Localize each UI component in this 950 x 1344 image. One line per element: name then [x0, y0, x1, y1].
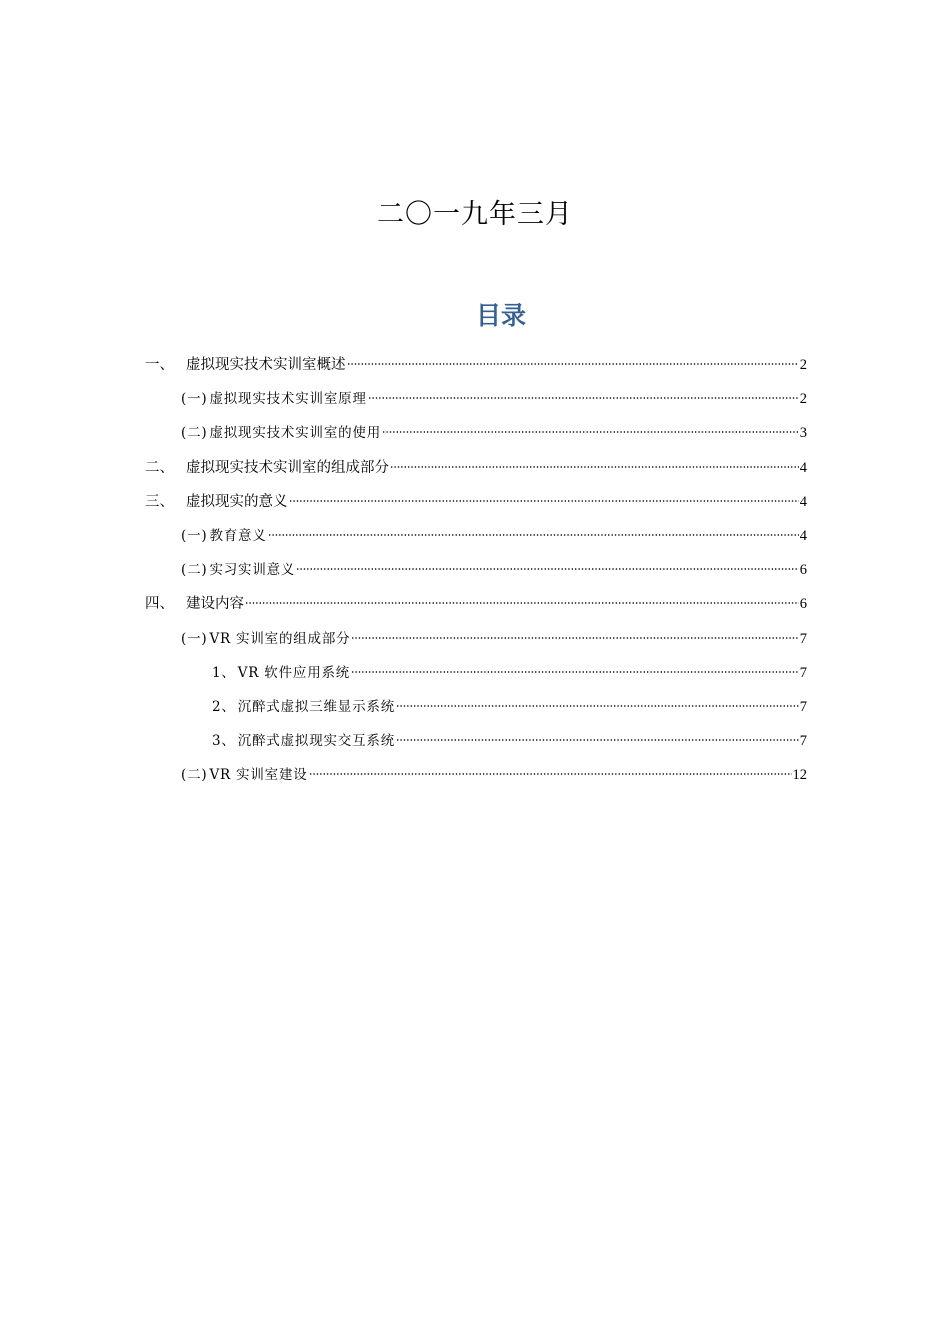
toc-entry-title: 建设内容 [186, 596, 244, 613]
toc-dot-leader [351, 637, 798, 639]
toc-entry-title: 虚拟现实技术实训室的组成部分 [186, 459, 389, 476]
toc-entry[interactable] [145, 658, 807, 692]
toc-entry[interactable] [145, 521, 807, 555]
toc-dot-leader [309, 773, 792, 775]
toc-entry-page: 4 [799, 527, 807, 544]
toc-entry-page: 2 [799, 357, 807, 373]
toc-dot-leader [396, 739, 799, 741]
toc-entry-number: 四、 [145, 596, 174, 613]
toc-entry[interactable] [145, 418, 807, 452]
toc-entry[interactable] [145, 726, 807, 760]
toc-entry[interactable] [145, 453, 807, 487]
toc-entry-title: 虚拟现实的意义 [186, 493, 288, 510]
toc-entry-title: 沉醉式虚拟现实交互系统 [237, 733, 396, 750]
toc-entry-page: 6 [799, 562, 807, 579]
toc-entry-title: 虚拟现实技术实训室原理 [209, 391, 367, 408]
toc-entry[interactable] [145, 555, 807, 589]
toc-entry-title: VR 软件应用系统 [237, 664, 351, 681]
toc-entry-title: VR 实训室的组成部分 [209, 630, 351, 647]
toc-entry-number: (二) [181, 562, 208, 579]
toc-dot-leader [347, 363, 799, 365]
toc-entry-title: 实习实训意义 [209, 562, 296, 579]
toc-entry-number: (一) [181, 527, 208, 544]
toc-entry[interactable] [145, 692, 807, 726]
toc-entry-page: 4 [799, 459, 807, 476]
toc-dot-leader [296, 568, 799, 570]
toc-entry-number: (二) [181, 767, 208, 784]
toc-entry-page: 6 [799, 596, 807, 613]
toc-dot-leader [268, 534, 799, 536]
toc-entry-page: 7 [799, 698, 807, 715]
toc-entry-page: 12 [792, 767, 807, 784]
toc-dot-leader [289, 500, 799, 502]
toc-entry-page: 4 [799, 493, 807, 510]
toc-entry[interactable] [145, 589, 807, 623]
toc-entry[interactable] [145, 624, 807, 658]
toc-entry-page: 7 [799, 733, 807, 750]
toc-dot-leader [368, 397, 799, 399]
toc-entry-number: 3、 [212, 733, 236, 750]
toc-entry-number: 二、 [145, 459, 174, 476]
toc-entry[interactable] [145, 487, 807, 521]
toc-entry-number: (一) [181, 391, 208, 408]
toc-entry-number: (一) [181, 630, 208, 647]
toc-entry-page: 3 [799, 425, 807, 442]
toc-entry[interactable] [145, 760, 807, 794]
toc-entry-page: 2 [799, 391, 807, 408]
toc-dot-leader [351, 671, 799, 673]
toc-dot-leader [245, 602, 799, 604]
toc-entry[interactable] [145, 384, 807, 418]
toc-entry-number: 1、 [212, 664, 236, 681]
toc-entry-number: 一、 [145, 357, 174, 373]
table-of-contents [145, 350, 807, 794]
toc-dot-leader [382, 431, 799, 433]
toc-entry[interactable] [145, 350, 807, 384]
toc-entry-title: 虚拟现实技术实训室概述 [186, 357, 346, 373]
date-heading: 二〇一九年三月 [377, 199, 573, 230]
toc-dot-leader [396, 705, 799, 707]
toc-entry-title: 沉醉式虚拟三维显示系统 [237, 698, 396, 715]
toc-entry-number: 2、 [212, 698, 236, 715]
toc-entry-number: 三、 [145, 493, 174, 510]
toc-entry-number: (二) [181, 425, 208, 442]
toc-entry-title: 虚拟现实技术实训室的使用 [209, 425, 382, 442]
toc-entry-title: VR 实训室建设 [209, 767, 308, 784]
toc-entry-page: 7 [799, 630, 807, 647]
toc-title: 目录 [475, 301, 526, 330]
toc-dot-leader [390, 466, 799, 468]
toc-entry-page: 7 [799, 664, 807, 681]
toc-entry-title: 教育意义 [209, 527, 267, 544]
